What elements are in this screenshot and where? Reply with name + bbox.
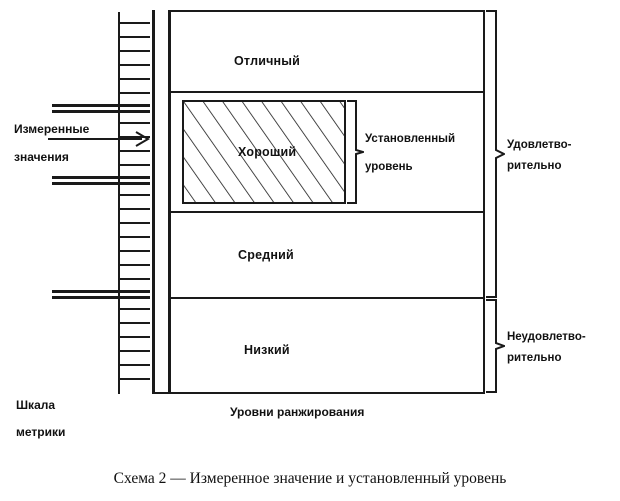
level-label-good: Хороший [238, 145, 297, 159]
divider-average-low [168, 297, 483, 299]
scale-tick [120, 250, 150, 252]
level-label-average: Средний [238, 248, 294, 262]
figure-caption: Схема 2 — Измеренное значение и установленный уровень [113, 470, 507, 487]
chart-top-border [168, 10, 485, 12]
scale-tick [120, 364, 150, 366]
measured-value-tick [52, 296, 150, 299]
scale-tick [120, 50, 150, 52]
chart-left-border [168, 10, 171, 394]
satisfactory-label-line2: рительно [507, 160, 562, 172]
level-label-low: Низкий [244, 343, 290, 357]
satisfactory-label-line1: Удовлетво- [507, 139, 572, 151]
scale-tick [120, 194, 150, 196]
scale-tick [120, 378, 150, 380]
divider-excellent-good [168, 91, 483, 93]
scale-tick [120, 78, 150, 80]
scale-tick [120, 22, 150, 24]
ranking-levels-axis-label: Уровни ранжирования [230, 405, 365, 419]
measured-values-label-line2: значения [14, 150, 69, 164]
measured-value-tick [52, 104, 150, 107]
measured-value-tick [52, 182, 150, 185]
scale-tick [120, 322, 150, 324]
scale-tick [120, 122, 150, 124]
chart-inner-left-line [152, 10, 155, 394]
scale-tick [120, 64, 150, 66]
measured-values-label-line1: Измеренные [14, 122, 90, 136]
scale-tick [120, 308, 150, 310]
unsatisfactory-label-line1: Неудовлетво- [507, 331, 586, 343]
established-level-label-line2: уровень [365, 161, 413, 173]
scale-tick [120, 36, 150, 38]
scale-tick [120, 336, 150, 338]
scale-tick [120, 208, 150, 210]
measured-value-tick [52, 290, 150, 293]
unsatisfactory-label-line2: рительно [507, 352, 562, 364]
measured-values-arrow-shaft [48, 138, 120, 140]
scale-tick [120, 236, 150, 238]
scale-axis-label-line2: метрики [16, 425, 66, 439]
scale-tick [120, 150, 150, 152]
established-level-bracket-icon [346, 100, 364, 204]
scale-tick [120, 350, 150, 352]
scale-tick [120, 164, 150, 166]
scale-tick [120, 264, 150, 266]
measured-values-arrow-icon [118, 128, 152, 150]
scale-tick [120, 278, 150, 280]
level-label-excellent: Отличный [234, 54, 301, 68]
measured-value-tick [52, 176, 150, 179]
scale-tick [120, 222, 150, 224]
scale-axis-label-line1: Шкала [16, 398, 56, 412]
scale-tick [120, 92, 150, 94]
divider-good-average [168, 211, 483, 213]
measured-value-tick [52, 110, 150, 113]
satisfactory-bracket-icon [485, 10, 505, 298]
established-level-label-line1: Установленный [365, 133, 456, 145]
unsatisfactory-bracket-icon [485, 299, 505, 394]
chart-bottom-border [152, 392, 485, 394]
